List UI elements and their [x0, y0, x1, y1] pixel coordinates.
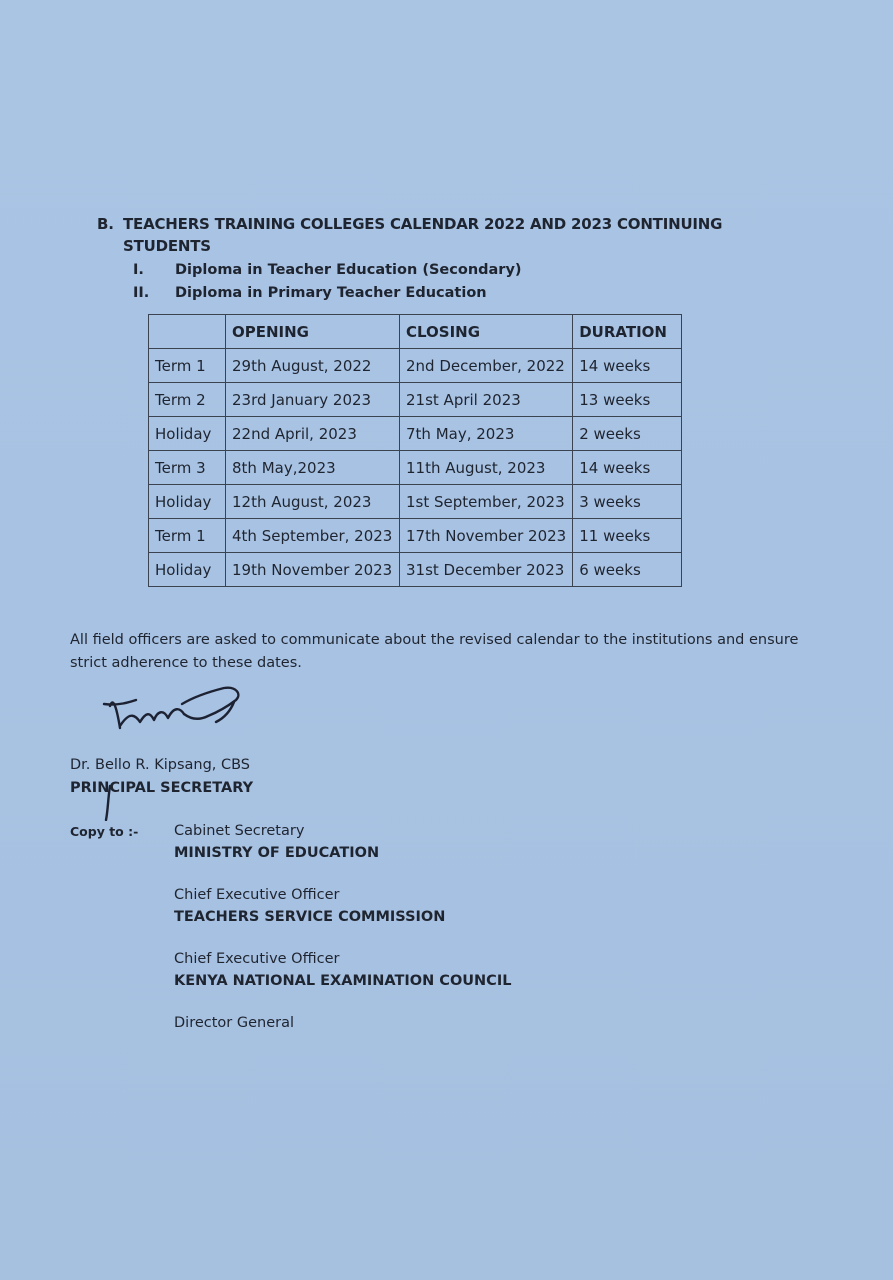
programme-item	[133, 259, 522, 282]
notice-paragraph: All field officers are asked to communicate about the revised calendar to the institutions and ensure strict adherence to these dates.	[70, 632, 799, 671]
cell-duration: 3 weeks	[573, 485, 682, 519]
copy-recipient	[174, 948, 511, 992]
cell-period: Holiday	[149, 553, 226, 587]
cell-closing: 2nd December, 2022	[400, 349, 573, 383]
calendar-table	[148, 314, 682, 587]
copy-recipient	[174, 820, 511, 864]
cell-opening: 22nd April, 2023	[226, 417, 400, 451]
recipient-org: TEACHERS SERVICE COMMISSION	[174, 909, 446, 925]
cell-duration: 6 weeks	[573, 553, 682, 587]
calendar-body	[149, 349, 682, 587]
table-row	[149, 349, 682, 383]
programme-label: Diploma in Primary Teacher Education	[175, 285, 487, 301]
table-row	[149, 553, 682, 587]
section-letter: B.	[97, 215, 114, 233]
programme-number: I.	[133, 262, 144, 278]
cell-closing: 7th May, 2023	[400, 417, 573, 451]
cell-period: Term 3	[149, 451, 226, 485]
cell-closing: 1st September, 2023	[400, 485, 573, 519]
table-row	[149, 519, 682, 553]
cell-duration: 11 weeks	[573, 519, 682, 553]
copy-to-label: Copy to :-	[70, 824, 139, 839]
table-header-row	[149, 315, 682, 349]
cell-period: Holiday	[149, 485, 226, 519]
cell-period: Holiday	[149, 417, 226, 451]
signatory-name: Dr. Bello R. Kipsang, CBS	[70, 757, 251, 773]
recipient-role: Chief Executive Officer	[174, 951, 340, 967]
cell-duration: 14 weeks	[573, 349, 682, 383]
cell-opening: 8th May,2023	[226, 451, 400, 485]
cell-duration: 13 weeks	[573, 383, 682, 417]
copy-recipient	[174, 1012, 511, 1034]
recipient-role: Chief Executive Officer	[174, 887, 340, 903]
cell-opening: 29th August, 2022	[226, 349, 400, 383]
recipient-role: Director General	[174, 1015, 295, 1031]
table-row	[149, 383, 682, 417]
section-title-line1: TEACHERS TRAINING COLLEGES CALENDAR 2022 AND 2023 CONTINUING	[123, 215, 723, 233]
recipient-org: KENYA NATIONAL EXAMINATION COUNCIL	[174, 973, 512, 989]
cell-closing: 11th August, 2023	[400, 451, 573, 485]
copy-recipient	[174, 884, 511, 928]
table-row	[149, 417, 682, 451]
section-heading	[97, 213, 757, 257]
cell-opening: 23rd January 2023	[226, 383, 400, 417]
programme-list	[133, 259, 522, 305]
table-row	[149, 485, 682, 519]
cell-closing: 21st April 2023	[400, 383, 573, 417]
header-period	[149, 315, 226, 349]
cell-opening: 19th November 2023	[226, 553, 400, 587]
cell-period: Term 2	[149, 383, 226, 417]
cell-opening: 4th September, 2023	[226, 519, 400, 553]
signatory-block	[70, 754, 253, 800]
section-title-line2: STUDENTS	[123, 237, 211, 255]
cell-duration: 2 weeks	[573, 417, 682, 451]
header-duration: DURATION	[573, 315, 682, 349]
signatory-title: PRINCIPAL SECRETARY	[70, 780, 254, 796]
programme-number: II.	[133, 285, 150, 301]
cell-period: Term 1	[149, 349, 226, 383]
header-closing: CLOSING	[400, 315, 573, 349]
copy-recipients	[174, 820, 511, 1054]
cell-closing: 31st December 2023	[400, 553, 573, 587]
recipient-org: MINISTRY OF EDUCATION	[174, 845, 380, 861]
cell-opening: 12th August, 2023	[226, 485, 400, 519]
cell-duration: 14 weeks	[573, 451, 682, 485]
table-row	[149, 451, 682, 485]
header-opening: OPENING	[226, 315, 400, 349]
programme-item	[133, 282, 522, 305]
recipient-role: Cabinet Secretary	[174, 823, 305, 839]
cell-period: Term 1	[149, 519, 226, 553]
cell-closing: 17th November 2023	[400, 519, 573, 553]
programme-label: Diploma in Teacher Education (Secondary)	[175, 262, 522, 278]
